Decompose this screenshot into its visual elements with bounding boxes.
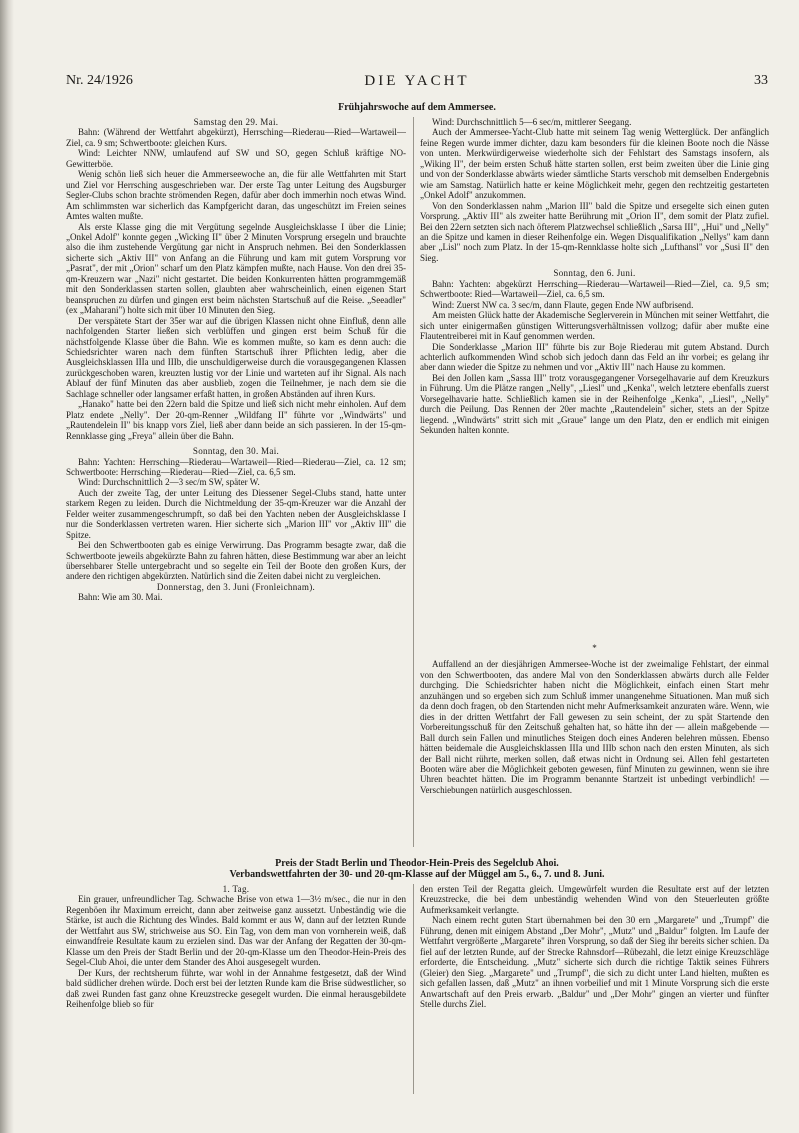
column-separator bbox=[413, 117, 414, 847]
paragraph: Der verspätete Start der 35er war auf die übrigen Klassen nicht ohne Einfluß, denn alle nachfolgenden Starter ließen sich verblüffen und gingen erst beim Schuß für die nächstfolgende Klasse über die Bahn. Wie es kommen mußte, so kam es denn auch: die Schiedsrichter waren nach dem fünften Startschuß ihrer Pflichten ledig, aber die Ausgleichsklassen IIIa und IIIb, die unschuldigerweise durch die vorausgegangenen Klassen zurückgeschoben waren, kreuzten lustig vor der Linie und warteten auf ihr Signal. Als nach Ablauf der fünf Minuten das aber ausblieb, zogen die Teilnehmer, je nach dem sie die Sachlage schneller oder langsamer erfaßt hatten, in großen Abständen auf ihren Kurs. bbox=[66, 315, 406, 399]
paragraph: Als erste Klasse ging die mit Vergütung segelnde Ausgleichsklasse I über die Linie; „Onkel Adolf" konnte gegen „Wicking II" über 2 Minuten Vorsprung ersegeln und brauchte also die ihm zustehende Vergütung gar nicht in Anspruch nehmen. Bei den Sonderklassen sicherte sich „Aktiv III" von Anfang an die Führung und kam mit gutem Vorsprung vor „Pasrat", der mit „Orion" scharf um den Platz kämpfen mußte, nach Hause. Von den drei 35-qm-Kreuzern war „Nazi" nicht gestartet. Die beiden Konkurrenten hätten programmgemäß mit den Sonderklassen starten sollen, glaubten aber wahrscheinlich, einen eigenen Start beanspruchen zu dürfen und gingen erst beim nächsten Startschuß auf die Reise. „Seeadler" (ex „Maharani") holte sich mit über 10 Minuten den Sieg. bbox=[66, 221, 406, 316]
article2-title-line2: Verbandswettfahrten der 30- und 20-qm-Klasse auf der Müggel am 5., 6., 7. und 8. Juni. bbox=[229, 869, 605, 880]
paragraph: Die Sonderklasse „Marion III" führte bis zur Boje Riederau mit gutem Abstand. Durch achterlich aufkommenden Wind schob sich jedoch dann das Feld an ihr vorbei; es gelang ihr aber dann wieder die Spitze zu nehmen und vor „Aktiv III" nach Hause zu kommen. bbox=[420, 341, 769, 373]
paragraph: Auch der zweite Tag, der unter Leitung des Diessener Segel-Clubs stand, hatte unter starkem Regen zu leiden. Durch die Nichtmeldung der 35-qm-Kreuzer war die Anzahl der Felder weiter zusammengeschrumpft, so daß bei den Yachten neben der Ausgleichsklasse I nur die Sonderklassen vertreten waren. Hier sicherte sich „Marion III" vor „Aktiv III" die Spitze. bbox=[66, 487, 406, 540]
day-heading: Sonntag, den 30. Mai. bbox=[192, 446, 280, 457]
day-heading: Sonntag, den 6. Juni. bbox=[553, 268, 636, 279]
paragraph: Bei den Jollen kam „Sassa III" trotz vorausgegangener Vorsegelhavarie auf dem Kreuzkurs in Führung. Um die Plätze rangen „Nelly", „Liesl" und „Kenka", welch letztere ebenfalls zuerst Vorsegelhavarie hatte. Schließlich kamen sie in der Reihenfolge „Kenka", „Liesl", „Nelly" durch die Peilung. Das Rennen der 20er machte „Rautendelein" sicher, stets an der Spitze liegend. „Windwärts" stritt sich mit „Graue" lange um den Platz, den er endlich mit einigen Sekunden halten konnte. bbox=[420, 372, 769, 436]
day-heading: Donnerstag, den 3. Juni (Fronleichnam). bbox=[156, 581, 316, 592]
article2-title-line1: Preis der Stadt Berlin und Theodor-Hein-Preis des Segelclub Ahoi. bbox=[275, 858, 559, 869]
article1-column-right-commentary bbox=[420, 637, 769, 852]
paragraph: Wind: Zuerst NW ca. 3 sec/m, dann Flaute, gegen Ende NW aufbrisend. bbox=[432, 299, 694, 310]
paragraph: Wind: Durchschnittlich 2—3 sec/m SW, später W. bbox=[78, 477, 260, 488]
paragraph: Auffallend an der diesjährigen Ammersee-Woche ist der zweimalige Fehlstart, der einmal von den Schwertbooten, das andere Mal von den Sonderklassen abwärts durch alle Felder durchging. Die Schiedsrichter haben nicht die Möglichkeit, einfach einen Start mehr anzuhängen und so ergeben sich zum Schluß immer unangenehme Situationen. Man muß sich da denn doch fragen, ob den Startenden nicht mehr Aufmerksamkeit anzuraten wäre. Wenn, wie dies in der dritten Wettfahrt der Fall gewesen zu sein scheint, der zu spät Startende den Vorbereitungsschuß für den Zeitschuß gehalten hat, so hätte ihn der — allein maßgebende — Ball durch sein Fallen und minutliches Steigen doch eines Anderen belehren müssen. Ebenso hätten beidemale die Ausgleichsklassen IIIa und IIIb schon nach den ersten Minuten, als sich der Ball nicht rührte, merken sollen, daß etwas nicht in Ordnung sei. Allen fehl gestarteten Booten wäre aber die Möglichkeit geboten gewesen, fünf Minuten zu gewinnen, wenn sie ihre Uhren beachtet hätten. Die im Programm benannte Startzeit ist unbedingt verbindlich! — Verschiebungen natürlich ausgeschlossen. bbox=[420, 659, 769, 795]
day-heading: Samstag den 29. Mai. bbox=[193, 117, 279, 127]
paragraph: Ein grauer, unfreundlicher Tag. Schwache Brise von etwa 1—3½ m/sec., die nur in den Regenböen ihr Maximum erreicht, dann aber zeitweise ganz aussetzt. Unbeständig wie die Stärke, ist auch die Richtung des Windes. Bald kommt er aus W, dann auf der letzten Runde der Wettfahrt aus SW, strichweise aus SO. Ein Tag, von dem man von vornherein weiß, daß einwandfreie Resultate kaum zu erzielen sind. Das war der Anfang der Regatten der 30-qm-Klasse um den Preis der Stadt Berlin und der 20-qm-Klasse um den Theodor-Hein-Preis des Segel-Club Ahoi, die unter dem Stander des Ahoi ausgesegelt wurden. bbox=[66, 894, 406, 968]
paragraph: Am meisten Glück hatte der Akademische Seglerverein in München mit seiner Wettfahrt, die sich unter einigermaßen günstigen Witterungsverhältnissen vollzog; dafür aber mußte eine Flautentreiberei mit in Kauf genommen werden. bbox=[420, 310, 769, 342]
paragraph: Von den Sonderklassen nahm „Marion III" bald die Spitze und ersegelte sich einen guten Vorsprung. „Aktiv III" als zweiter hatte Berührung mit „Orion II", dem somit der Platz zufiel. Bei den 22ern setzten sich nach öfterem Platzwechsel schließlich „Sarsa III", „Hui" und „Nelly" an die Spitze und kamen in dieser Reihenfolge ein. Wegen Disqualifikation „Nellys" kam dann aber „Lisl" noch zum Platz. In der 15-qm-Rennklasse holte sich „Lufthansl" vor „Susi II" den Sieg. bbox=[420, 200, 769, 263]
paragraph: Nach einem recht guten Start übernahmen bei den 30 ern „Margarete" und „Trumpf" die Führung, denen mit einigem Abstand „Der Mohr", „Mutz" und „Baldur" folgten. Im Laufe der Wettfahrt vergrößerte „Margarete" ihren Vorsprung, so daß der Sieg ihr bereits sicher schien. Da fiel auf der letzten Runde, auf der Strecke Rahnsdorf—Rübezahl, die letzt einige Kreuzschläge erforderte, die Entscheidung. „Mutz" sicherte sich durch die richtige Taktik seines Führers (Gleier) den Sieg. „Margarete" und „Trumpf", die sich zu dicht unter Land hielten, mußten es sich gefallen lassen, daß „Mutz" an ihnen vorbeilief und mit 1 Minute Vorsprung sich die erste Anwartschaft auf den Preis erwarb. „Baldur" und „Der Mohr" gingen an vierter und fünfter Stelle durchs Ziel. bbox=[420, 915, 769, 1009]
page-gutter-shadow bbox=[0, 0, 14, 1133]
paragraph: Wind: Durchschnittlich 5—6 sec/m, mittlerer Seegang. bbox=[432, 117, 632, 127]
article2-column-right bbox=[420, 884, 769, 1094]
article1-column-left bbox=[66, 117, 406, 847]
section-divider-asterisk: * bbox=[592, 643, 597, 653]
page-number: 33 bbox=[754, 73, 768, 88]
paragraph: Bei den Schwertbooten gab es einige Verwirrung. Das Programm besagte zwar, daß die Schwertboote jeweils abgekürzte Bahn zu fahren hätten, diese Bestimmung war aber an leicht übersehbarer Stelle untergebracht und so segelte ein Teil der Boote den großen Kurs, der andere den richtigen abgekürzten. Natürlich sind die Zeiten dabei nicht zu vergleichen. bbox=[66, 540, 406, 582]
paragraph: „Hanako" hatte bei den 22ern bald die Spitze und ließ sich nicht mehr einholen. Auf dem Platz endete „Nelly". Der 20-qm-Renner „Wildfang II" führte vor „Windwärts" und „Rautendelein II" bis knapp vors Ziel, ließ aber dann beide an sich passieren. In der 15-qm-Rennklasse ging „Freya" allein über die Bahn. bbox=[66, 399, 406, 441]
article2-column-left bbox=[66, 884, 406, 1094]
issue-number: Nr. 24/1926 bbox=[66, 73, 133, 88]
paragraph: Wind: Leichter NNW, umlaufend auf SW und SO, gegen Schluß kräftige NO-Gewitterböe. bbox=[66, 148, 406, 169]
paragraph: Der Kurs, der rechtsherum führte, war wohl in der Annahme festgesetzt, daß der Wind bald südlicher drehen würde. Doch erst bei der letzten Runde kam die Brise südwestlicher, so daß zwei Runden fast ganz ohne Kreuzstrecke gesegelt wurden. Die einmal herausgebildete Reihenfolge blieb so für bbox=[66, 967, 406, 1009]
paragraph: Bahn: Yachten: Herrsching—Riederau—Wartaweil—Ried—Riederau—Ziel, ca. 12 sm; Schwertboote: Herrsching—Riederau—Ried—Ziel, ca. 6,5 sm. bbox=[66, 456, 406, 477]
paragraph: Bahn: (Während der Wettfahrt abgekürzt), Herrsching—Riederau—Ried—Wartaweil—Ziel, ca. 9 sm; Schwertboote: gleichen Kurs. bbox=[66, 127, 406, 148]
article1-column-right bbox=[420, 117, 769, 637]
day-heading: 1. Tag. bbox=[222, 884, 250, 894]
page-header bbox=[66, 73, 768, 93]
paragraph: Wenig schön ließ sich heuer die Ammerseewoche an, die für alle Wettfahrten mit Start und Ziel vor Herrsching ausgeschrieben war. Der erste Tag unter Leitung des Augsburger Segler-Clubs schon brachte strömenden Regen, dafür aber doch immerhin noch etwas Wind. Am schlimmsten war sicherlich das Kampfgericht daran, das ungeschützt im Freien seines Amtes walten mußte. bbox=[66, 169, 406, 222]
paragraph: Auch der Ammersee-Yacht-Club hatte mit seinem Tag wenig Wetterglück. Der anfänglich feine Regen wurde immer dichter, dazu kam besonders für die kleinen Boote noch die Nässe von unten. Merkwürdigerweise wiederholte sich der Fehlstart des Samstags insofern, als „Wiking II", der beim ersten Schuß hätte starten sollen, erst beim zweiten über die Linie ging und von der Sonderklasse abwärts wieder sämtliche Starts verschob mit demselben Endergebnis wie am Samstag. Natürlich hatte er keine Möglichkeit mehr, gegen den rechtzeitig gestarteten „Onkel Adolf" anzukommen. bbox=[420, 127, 769, 201]
column-separator bbox=[413, 884, 414, 1094]
paragraph: den ersten Teil der Regatta gleich. Umgewürfelt wurden die Resultate erst auf der letzten Kreuzstrecke, die bei dem unbeständig wehenden Wind von den Steuerleuten größte Aufmerksamkeit verlangte. bbox=[420, 884, 769, 915]
paragraph: Bahn: Yachten: abgekürzt Herrsching—Riederau—Wartaweil—Ried—Ziel, ca. 9,5 sm; Schwertboote: Ried—Wartaweil—Ziel, ca. 6,5 sm. bbox=[420, 278, 769, 300]
article1-title: Frühjahrswoche auf dem Ammersee. bbox=[338, 102, 496, 113]
magazine-title: DIE YACHT bbox=[364, 73, 470, 89]
paragraph: Bahn: Wie am 30. Mai. bbox=[78, 592, 163, 603]
